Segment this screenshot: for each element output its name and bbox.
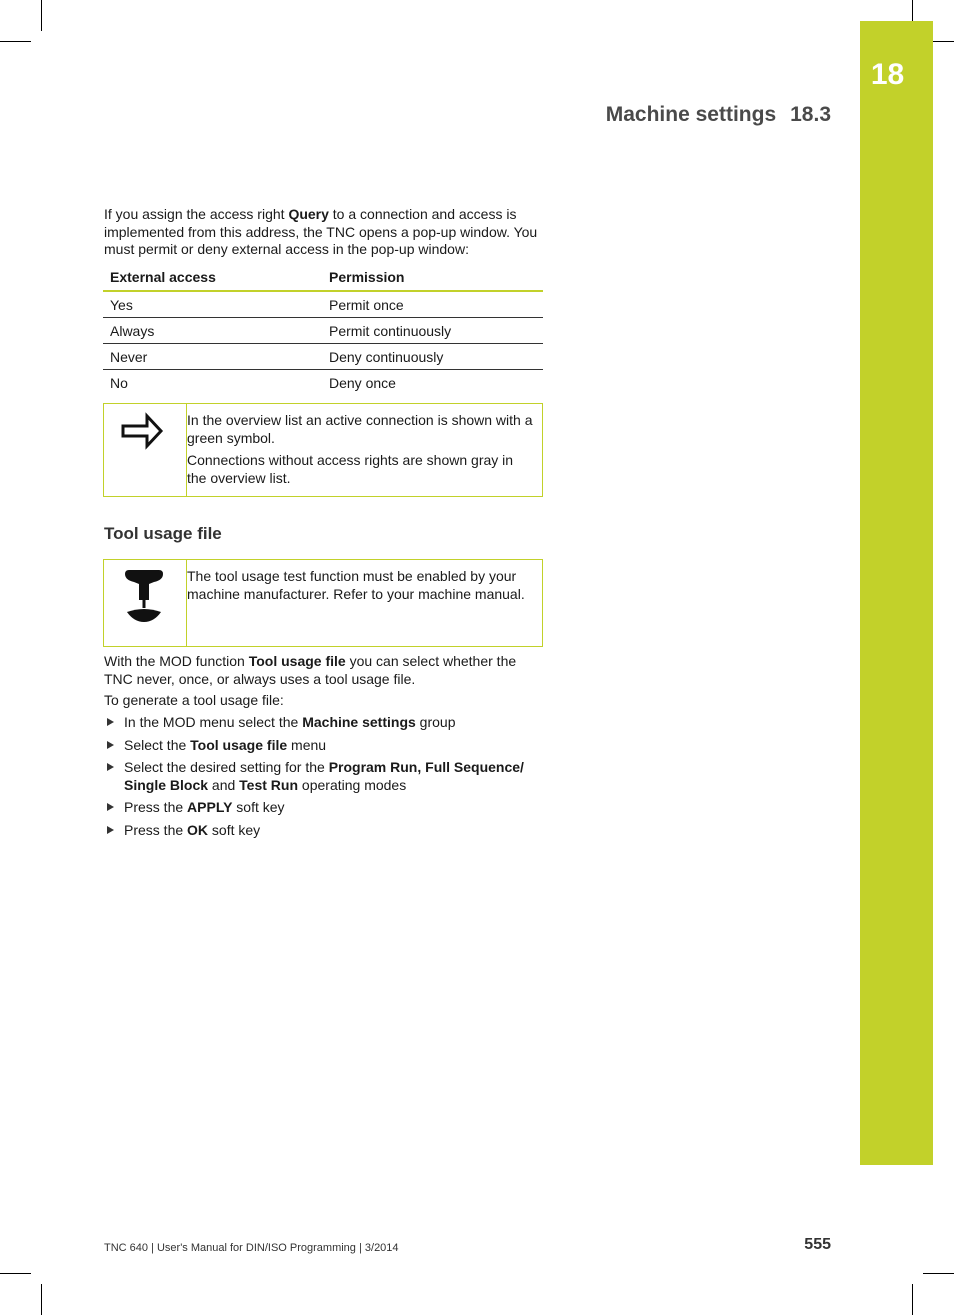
chapter-number: 18: [870, 58, 905, 91]
table-row: [103, 370, 543, 396]
table-row: [103, 318, 543, 344]
crop-mark: [0, 1273, 31, 1274]
note-text: In the overview list an active connection is shown with a green symbol. Connections without access rights are shown gray in the overview list.: [187, 412, 533, 486]
generate-intro: To generate a tool usage file:: [104, 692, 284, 708]
access-table: [103, 265, 543, 395]
list-item: Press the OK soft key: [104, 822, 544, 840]
list-item: Select the Tool usage file menu: [104, 737, 544, 755]
bullet-triangle-icon: [107, 763, 114, 771]
table-row: [103, 291, 543, 318]
bullet-triangle-icon: [107, 718, 114, 726]
crop-mark: [923, 1273, 954, 1274]
crop-mark: [912, 1284, 913, 1315]
crop-mark: [41, 1284, 42, 1315]
table-cell: No: [110, 374, 128, 391]
running-header: [606, 103, 831, 127]
crop-mark: [912, 0, 913, 21]
arrow-right-icon: [104, 404, 186, 469]
mod-paragraph: With the MOD function Tool usage file you can select whether the TNC never, once, or always uses a tool usage file. To generate a tool usage file:: [104, 653, 544, 710]
table-cell: Never: [103, 344, 322, 370]
header-title: Machine settings: [605, 103, 777, 126]
list-item: Select the desired setting for the Program Run, Full Sequence/ Single Block and Test Run operating modes: [104, 759, 544, 794]
table-header: External access: [103, 265, 322, 291]
table-cell: Yes: [103, 291, 322, 318]
table-header: Permission: [322, 265, 543, 291]
machine-manufacturer-icon: [104, 560, 186, 635]
note-text: The tool usage test function must be enabled by your machine manufacturer. Refer to your machine manual.: [187, 568, 525, 602]
page-number: 555: [804, 1236, 831, 1253]
table-cell: Always: [103, 318, 322, 344]
bullet-triangle-icon: [107, 803, 114, 811]
table-row: [103, 344, 543, 370]
query-keyword: Query: [288, 206, 329, 222]
list-item: Press the APPLY soft key: [104, 799, 544, 817]
intro-paragraph: If you assign the access right Query to a connection and access is implemented from this address, the TNC opens a pop-up window. You must permit or deny external access in the pop-up window:: [104, 206, 538, 257]
note-box-manufacturer: [103, 559, 543, 647]
tool-usage-file-keyword: Tool usage file: [248, 653, 346, 669]
header-section: 18.3: [790, 103, 831, 126]
list-item: In the MOD menu select the Machine settings group: [104, 714, 544, 732]
table-cell: Permit continuously: [322, 318, 543, 344]
chapter-tab: [860, 21, 933, 1165]
footer-text: TNC 640 | User's Manual for DIN/ISO Programming | 3/2014: [104, 1242, 399, 1254]
table-cell: Deny continuously: [322, 344, 543, 370]
table-cell: Deny once: [329, 374, 396, 391]
crop-mark: [0, 41, 31, 42]
bullet-triangle-icon: [107, 741, 114, 749]
bullet-triangle-icon: [107, 826, 114, 834]
section-title: Tool usage file: [104, 524, 222, 543]
table-cell: Permit once: [322, 291, 543, 318]
step-list: [104, 714, 544, 844]
note-box-overview: [103, 403, 543, 497]
crop-mark: [41, 0, 42, 31]
